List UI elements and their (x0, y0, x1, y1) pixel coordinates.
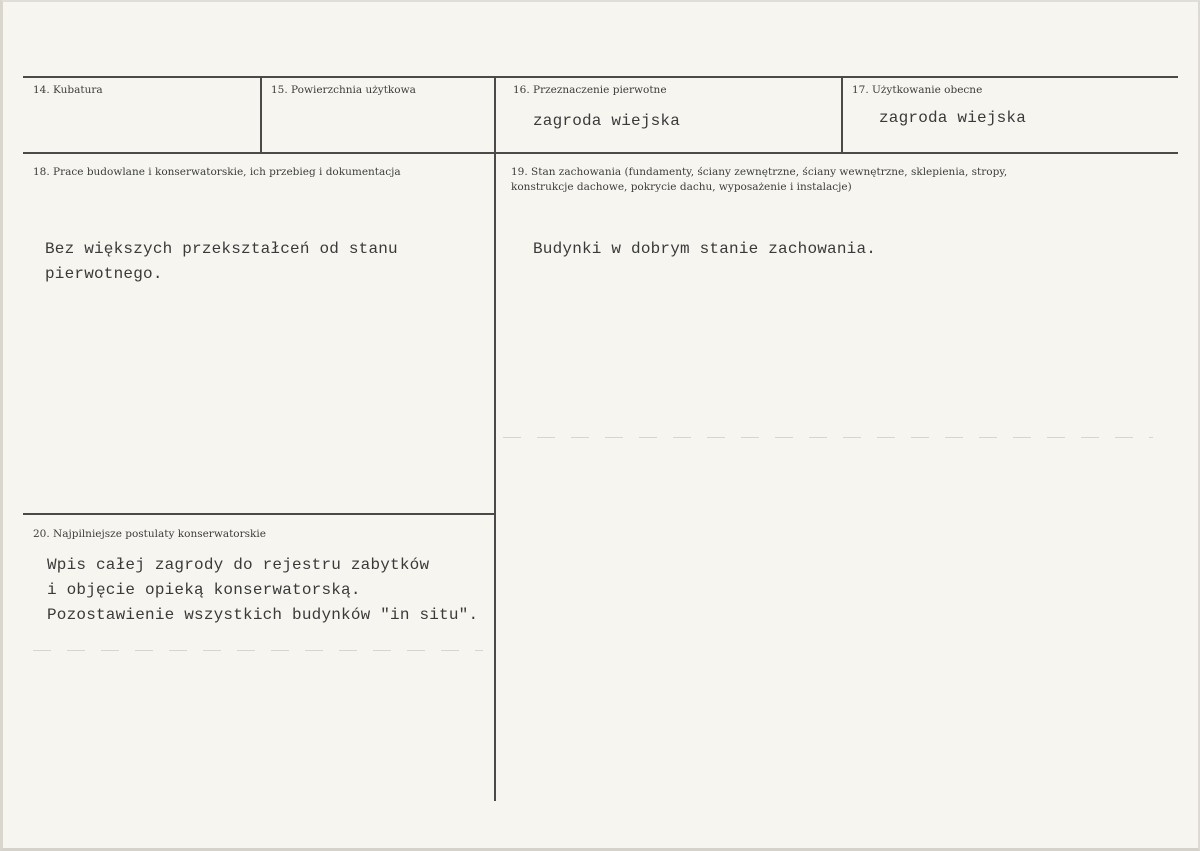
field-20-label: 20. Najpilniejsze postulaty konserwatorskie (33, 528, 266, 540)
field-15-label: 15. Powierzchnia użytkowa (271, 84, 416, 96)
field-20-line: i objęcie opieką konserwatorską. (47, 581, 361, 599)
field-16-label: 16. Przeznaczenie pierwotne (513, 84, 667, 96)
field-17-label: 17. Użytkowanie obecne (852, 84, 983, 96)
top-rule (23, 76, 1178, 78)
field-19-label-line2: konstrukcje dachowe, pokrycie dachu, wyposażenie i instalacje) (511, 181, 852, 193)
divider-14-15 (260, 77, 262, 152)
divider-16-17 (841, 77, 843, 152)
field-17-value: zagroda wiejska (879, 109, 1027, 127)
divider-main (494, 153, 496, 801)
field-20-line: Wpis całej zagrody do rejestru zabytków (47, 556, 430, 574)
field-16-value: zagroda wiejska (533, 112, 681, 130)
divider-15-16 (494, 77, 496, 152)
field-19-value: Budynki w dobrym stanie zachowania. (533, 240, 877, 258)
row1-bottom-rule (23, 152, 1178, 154)
faint-rule (33, 650, 483, 651)
field-18-value (45, 237, 398, 287)
faint-rule (503, 437, 1153, 438)
field-20-line: Pozostawienie wszystkich budynków "in situ". (47, 606, 479, 624)
field-18-label: 18. Prace budowlane i konserwatorskie, ich przebieg i dokumentacja (33, 166, 401, 178)
field-18-line: pierwotnego. (45, 265, 163, 283)
section-20-rule (23, 513, 494, 515)
field-19-label-line1: 19. Stan zachowania (fundamenty, ściany zewnętrzne, ściany wewnętrzne, sklepienia, stropy, (511, 166, 1008, 178)
field-20-value (47, 553, 478, 628)
field-18-line: Bez większych przekształceń od stanu (45, 240, 398, 258)
field-14-label: 14. Kubatura (33, 84, 103, 96)
